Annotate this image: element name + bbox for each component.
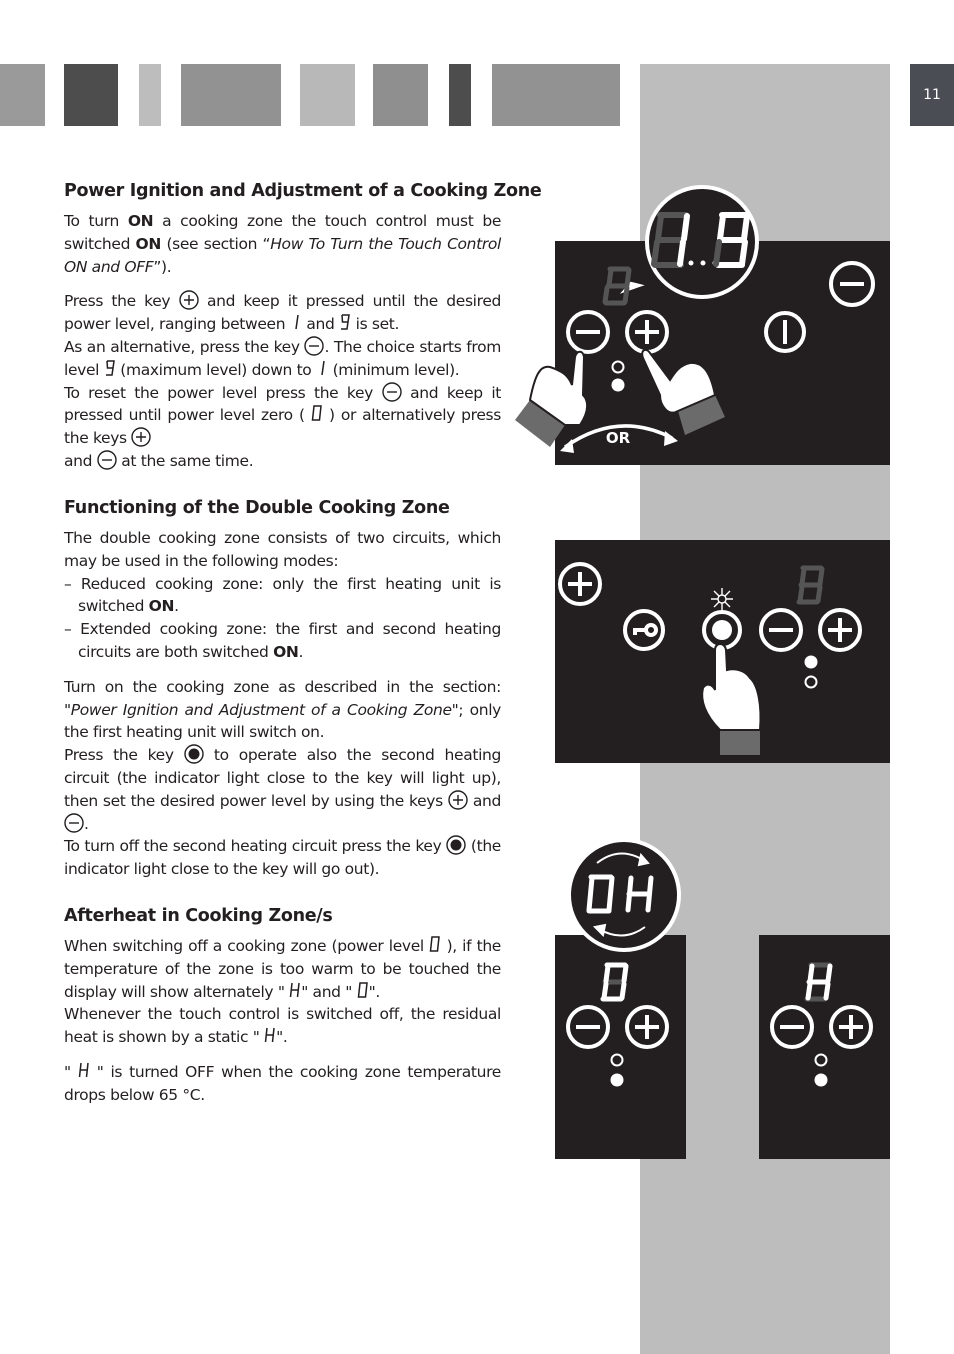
digit-1-icon [316,359,328,377]
minus-key-icon [772,1007,812,1047]
plus-key-icon [831,1007,871,1047]
digit-1-icon [290,313,302,331]
plus-key-icon [820,610,860,650]
indicator-light-on [805,656,818,669]
letter-h-icon [264,1026,276,1044]
figure-2-illustration [555,540,890,763]
section-body-double: The double cooking zone consists of two circuits, which may be used in the following modes: – Reduced cooking zone: only the first heating unit is switched ON. – Extended cooking zone: the first and second heating circuits are both switched ON. Turn on the cooking zone as described in the section: "Power Ignition and Adjustment of a Cooking Zone"; only the first heating unit will switch on. Press the key to operate also the second heating circuit (the indicator light close to the key will light up), then set the desired power level by using the keys and . To turn off the second heating circuit press the key (the indicator light close to the key will go out). [64,529,501,879]
plus-key-icon [627,1007,667,1047]
indicator-light-on [612,379,625,392]
section-title-double: Functioning of the Double Cooking Zone [64,498,450,518]
or-label: OR [605,429,631,447]
pressing-hand-icon [702,644,760,755]
letter-h-icon [289,981,301,999]
minus-key-icon [831,263,873,305]
dual-zone-key-icon [184,744,204,764]
figure-3-illustration [555,835,890,1159]
header-bar [373,64,428,126]
pressing-hand-icon [515,352,587,447]
page-number: 11 [910,64,954,126]
header-bar [64,64,118,126]
header-bar [449,64,471,126]
indicator-light-off [806,677,817,688]
indicator-light-on [815,1074,828,1087]
minus-key-icon [761,610,801,650]
digit-9-icon [339,313,351,331]
plus-key-icon [448,790,468,810]
header-bar [300,64,355,126]
minus-key-icon [568,312,608,352]
header-bar [0,64,45,126]
section-title-ignition: Power Ignition and Adjustment of a Cooking Zone [64,181,542,201]
zone-display-icon [603,965,626,999]
indicator-light-on [611,1074,624,1087]
plus-key-icon [131,427,151,447]
digit-0-icon [357,981,369,999]
section-body-afterheat: When switching off a cooking zone (power level ), if the temperature of the zone is too warm to be touched the display will show alternately " " and " ". Whenever the touch control is switched off, the residual heat is shown by a static " ". " " is turned OFF when the cooking zone temperature drops below 65 °C. [64,937,501,1104]
header-bar [181,64,281,126]
indicator-light-off [816,1055,827,1066]
zone-display-icon [799,568,822,602]
plus-key-icon [627,312,667,352]
section-body-ignition: To turn ON a cooking zone the touch control must be switched ON (see section “How To Turn the Touch Control ON and OFF”). Press the key and keep it pressed until the desired power level, ranging between and is set. As an alternative, press the key . The choice starts from level (maximum level) down to (minimum level). To reset the power level press the key and keep it pressed until power level zero ( ) or alternatively press the keys and at the same time. [64,212,502,470]
header-bar [139,64,161,126]
digit-9-icon [104,359,116,377]
dual-zone-key-icon [446,835,466,855]
section-title-afterheat: Afterheat in Cooking Zone/s [64,906,333,926]
dual-zone-key-icon [704,612,740,648]
plus-key-icon [179,290,199,310]
plus-key-icon [560,564,600,604]
figure-1-illustration [510,185,890,465]
power-key-icon [766,313,804,351]
minus-key-icon [304,336,324,356]
sparkle-icon [711,588,733,610]
zone-display-h-icon [807,965,830,999]
afterheat-callout-bubble [569,840,679,950]
minus-key-icon [382,382,402,402]
minus-key-icon [568,1007,608,1047]
minus-key-icon [64,813,84,833]
letter-h-icon [78,1061,90,1079]
indicator-light-off [613,362,624,373]
header-bar [492,64,620,126]
digit-0-icon [429,935,441,953]
digit-0-icon [311,404,323,422]
minus-key-icon [97,450,117,470]
pressing-hand-icon [642,350,725,435]
indicator-light-off [612,1055,623,1066]
key-lock-icon [625,611,663,649]
